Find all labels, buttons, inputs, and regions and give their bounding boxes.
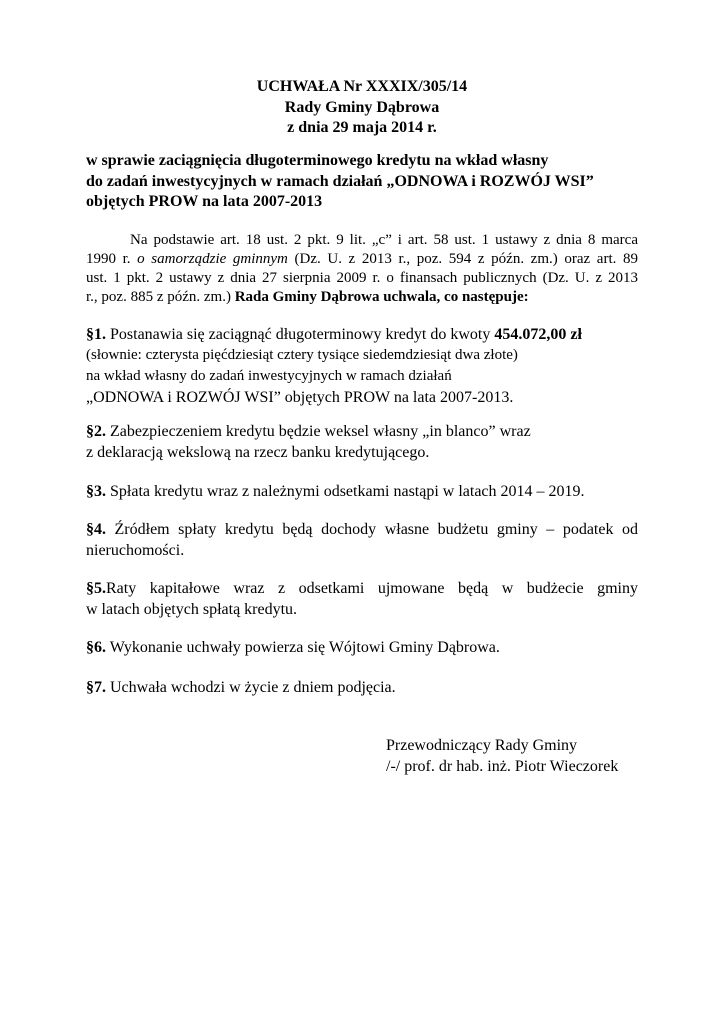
- section-text: Raty kapitałowe wraz z odsetkami ujmowane będą w budżecie gminy: [106, 580, 638, 597]
- section-4-line: nieruchomości.: [86, 542, 185, 559]
- section-text: Wykonanie uchwały powierza się Wójtowi Gminy Dąbrowa.: [106, 639, 500, 656]
- section-6: [86, 637, 638, 658]
- section-1: [86, 324, 638, 408]
- resolution-date: z dnia 29 maja 2014 r.: [287, 119, 437, 136]
- legal-basis-line: [86, 288, 638, 307]
- section-1-line: na wkład własny do zadań inwestycyjnych w ramach działań: [86, 368, 452, 384]
- section-1-line: (słownie: czterysta pięćdziesiąt cztery tysiące siedemdziesiąt dwa złote): [86, 347, 518, 363]
- resolution-issuer: Rady Gminy Dąbrowa: [284, 99, 440, 116]
- section-5-line: w latach objętych spłatą kredytu.: [86, 601, 298, 618]
- section-4-line: [86, 519, 638, 540]
- subject-line-1: w sprawie zaciągnięcia długoterminowego kredytu na wkład własny: [86, 152, 549, 169]
- signatory-role: Przewodniczący Rady Gminy: [386, 737, 578, 754]
- section-7-line: [86, 677, 638, 698]
- legal-basis-line: ust. 1 pkt. 2 ustawy z dnia 27 sierpnia 2009 r. o finansach publicznych (Dz. U. z 2013: [86, 270, 638, 286]
- section-number: §2.: [86, 423, 106, 440]
- section-text: Źródłem spłaty kredytu będą dochody własne budżetu gminy – podatek od: [106, 521, 638, 538]
- act-title: o samorządzie gminnym: [137, 251, 288, 267]
- section-text: Uchwała wchodzi w życie z dniem podjęcia.: [106, 679, 396, 696]
- section-number: §5.: [86, 580, 106, 597]
- section-number: §3.: [86, 483, 106, 500]
- section-6-line: [86, 637, 638, 658]
- section-text: Zabezpieczeniem kredytu będzie weksel własny „in blanco” wraz: [106, 423, 531, 440]
- section-7: [86, 677, 638, 698]
- section-1-line: [86, 324, 638, 345]
- section-number: §7.: [86, 679, 106, 696]
- section-3: [86, 481, 638, 502]
- section-5: [86, 578, 638, 620]
- section-1-line: „ODNOWA i ROZWÓJ WSI” objętych PROW na lata 2007-2013.: [86, 389, 514, 406]
- section-number: §6.: [86, 639, 106, 656]
- section-5-line: [86, 578, 638, 599]
- section-text: Postanawia się zaciągnąć długoterminowy kredyt do kwoty: [106, 326, 495, 343]
- legal-basis-text: r., poz. 885 z późn. zm.): [86, 289, 235, 305]
- legal-basis-text: (Dz. U. z 2013 r., poz. 594 z późn. zm.) oraz art. 89: [287, 251, 638, 267]
- section-text: Spłata kredytu wraz z należnymi odsetkami nastąpi w latach 2014 – 2019.: [106, 483, 585, 500]
- enactment-formula: Rada Gminy Dąbrowa uchwala, co następuje:: [234, 289, 529, 305]
- section-number: §1.: [86, 326, 106, 343]
- legal-basis-line: [86, 250, 638, 269]
- legal-basis-paragraph: [86, 231, 638, 307]
- section-3-line: [86, 481, 638, 502]
- loan-amount: 454.072,00 zł: [494, 326, 582, 343]
- section-2: [86, 421, 638, 463]
- subject-line-3: objętych PROW na lata 2007-2013: [86, 193, 323, 210]
- section-4: [86, 519, 638, 561]
- signatory-name: /-/ prof. dr hab. inż. Piotr Wieczorek: [386, 758, 619, 775]
- section-2-line: [86, 421, 638, 442]
- legal-basis-line: Na podstawie art. 18 ust. 2 pkt. 9 lit. „c” i art. 58 ust. 1 ustawy z dnia 8 marca: [130, 232, 638, 248]
- section-2-line: z deklaracją wekslową na rzecz banku kredytującego.: [86, 444, 430, 461]
- subject-line-2: do zadań inwestycyjnych w ramach działań „ODNOWA i ROZWÓJ WSI”: [86, 173, 594, 190]
- section-number: §4.: [86, 521, 106, 538]
- legal-basis-text: 1990 r.: [86, 251, 138, 267]
- resolution-title: UCHWAŁA Nr XXXIX/305/14: [256, 78, 468, 95]
